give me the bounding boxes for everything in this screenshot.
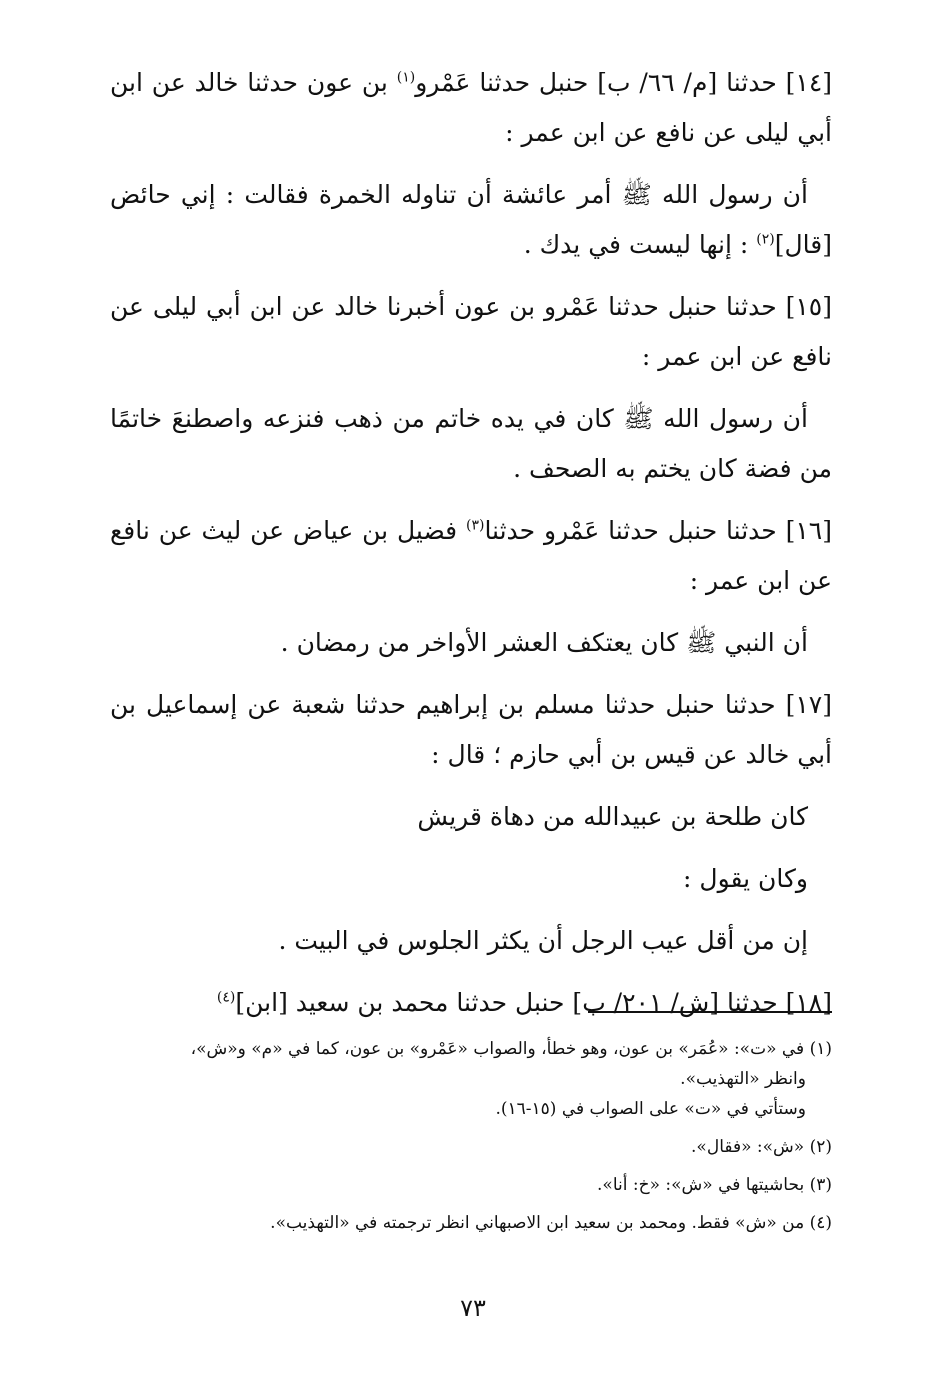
- paragraph-14-isnad: [110, 58, 832, 158]
- paragraph-14-text: [١٤] حدثنا [م/ ٦٦/ ب] حنبل حدثنا عَمْرو: [415, 68, 833, 97]
- paragraph-17-isnad: [110, 680, 832, 780]
- page-number: ٧٣: [460, 1294, 486, 1322]
- paragraph-18-text: [١٨] حدثنا [ش/ ٢٠١/ ب] حنبل حدثنا محمد بن سعيد [ابن]: [235, 988, 832, 1017]
- footnote-ref-3: (٣): [465, 517, 485, 534]
- paragraph-16-text-cont: فضيل بن عياض عن ليث عن نافع عن ابن عمر :: [110, 516, 832, 595]
- paragraph-15-matn: [110, 394, 832, 494]
- paragraph-14-matn-cont: : إنها ليست في يدك .: [523, 230, 757, 259]
- footnote-2: (٢) «ش»: «فقال».: [691, 1137, 832, 1157]
- paragraph-17-text: [١٧] حدثنا حنبل حدثنا مسلم بن إبراهيم حدثنا شعبة عن إسماعيل بن أبي خالد عن قيس بن أبي حازم ؛ قال :: [110, 690, 832, 769]
- paragraph-16-matn: [110, 618, 832, 668]
- paragraph-14-text-cont: بن عون حدثنا خالد عن ابن أبي ليلى عن نافع عن ابن عمر :: [110, 68, 832, 147]
- footnote-1-line-3: وستأتي في «ت» على الصواب في (١٥-١٦).: [495, 1099, 806, 1119]
- footnote-ref-4: (٤): [216, 989, 236, 1006]
- paragraph-17-matn-1: [110, 792, 832, 842]
- paragraph-14-matn-text: أن رسول الله ﷺ أمر عائشة أن تناوله الخمرة فقالت : إني حائض [قال]: [110, 180, 832, 259]
- main-text: [110, 58, 832, 1040]
- footnotes: [110, 1034, 832, 1246]
- footnote-ref-2: (٢): [756, 231, 775, 248]
- footnote-1-line-1: (١) في «ت»: «عُمَر» بن عون، وهو خطأ، والصواب «عَمْرو» بن عون، كما في «م» و«ش»،: [190, 1039, 832, 1059]
- paragraph-16-text: [١٦] حدثنا حنبل حدثنا عَمْرو حدثنا: [484, 516, 832, 545]
- paragraph-17-matn-2: [110, 854, 832, 904]
- footnote-1-line-2: وانظر «التهذيب».: [680, 1069, 806, 1089]
- paragraph-17-matn-3: [110, 916, 832, 966]
- paragraph-18-isnad: [110, 978, 832, 1028]
- paragraph-15-isnad: [110, 282, 832, 382]
- footnote-4: (٤) من «ش» فقط. ومحمد بن سعيد ابن الاصبهاني انظر ترجمته في «التهذيب».: [270, 1213, 832, 1233]
- footnote-divider: [588, 1011, 832, 1013]
- paragraph-17-matn-1-text: كان طلحة بن عبيدالله من دهاة قريش: [417, 802, 808, 831]
- paragraph-17-matn-2-text: وكان يقول :: [683, 864, 808, 893]
- paragraph-16-matn-text: أن النبي ﷺ كان يعتكف العشر الأواخر من رمضان .: [280, 628, 808, 657]
- paragraph-15-text: [١٥] حدثنا حنبل حدثنا عَمْرو بن عون أخبرنا خالد عن ابن أبي ليلى عن نافع عن ابن عمر :: [110, 292, 832, 371]
- paragraph-14-matn: [110, 170, 832, 270]
- footnote-3: (٣) بحاشيتها في «ش»: «خ: أنا».: [597, 1175, 832, 1195]
- footnote-ref-1: (١): [396, 69, 416, 86]
- paragraph-15-matn-text: أن رسول الله ﷺ كان في يده خاتم من ذهب فنزعه واصطنعَ خاتمًا من فضة كان يختم به الصحف .: [110, 404, 832, 483]
- paragraph-16-isnad: [110, 506, 832, 606]
- footnote-1: [110, 1034, 832, 1124]
- paragraph-17-matn-3-text: إن من أقل عيب الرجل أن يكثر الجلوس في البيت .: [278, 926, 808, 955]
